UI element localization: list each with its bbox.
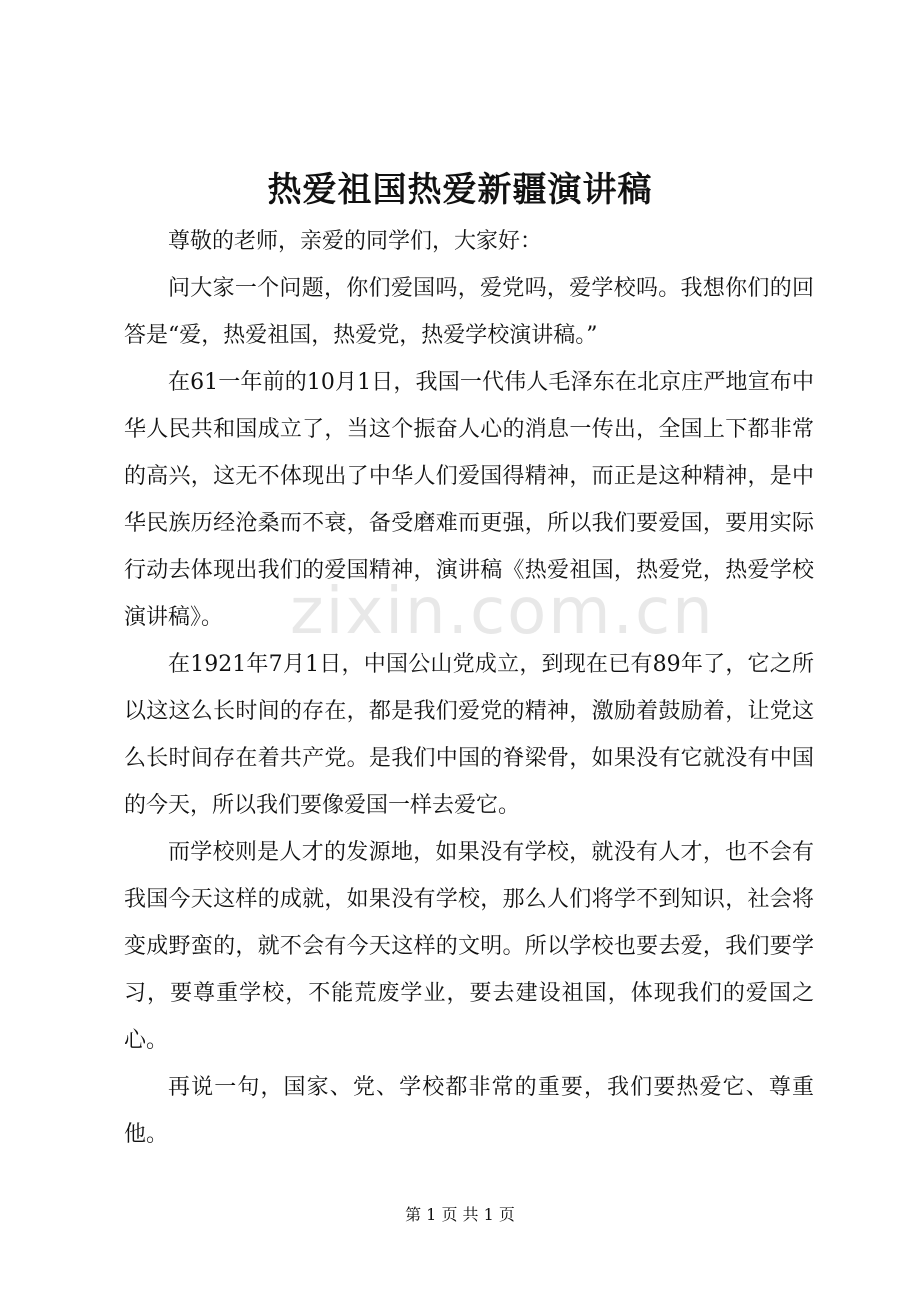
paragraph-greeting: 尊敬的老师，亲爱的同学们，大家好： bbox=[168, 229, 543, 254]
document-title: 热爱祖国热爱新疆演讲稿 bbox=[267, 170, 653, 210]
watermark: zixin.com.cn bbox=[290, 575, 715, 649]
paragraph-country: 在61一年前的10月1日，我国一代伟人毛泽东在北京庄严地宣布中华人民共和国成立了，当这个振奋人心的消息一传出，全国上下都非常的高兴，这无不体现出了中华人们爱国得精神，而正是这种精神，是中华民族历经沧桑而不衰，备受磨难而更强，所以我们要爱国，要用实际行动去体现出我们的爱国精神，演讲稿《热爱祖国，热爱党，热爱学校演讲稿》。 bbox=[124, 370, 814, 630]
paragraph-school: 而学校则是人才的发源地，如果没有学校，就没有人才，也不会有我国今天这样的成就，如果没有学校，那么人们将学不到知识，社会将变成野蛮的，就不会有今天这样的文明。所以学校也要去爱，我们要学习，要尊重学校，不能荒废学业，要去建设祖国，体现我们的爱国之心。 bbox=[124, 840, 814, 1053]
paragraph-question: 问大家一个问题，你们爱国吗，爱党吗，爱学校吗。我想你们的回答是“爱，热爱祖国，热爱党，热爱学校演讲稿。” bbox=[124, 276, 814, 348]
paragraph-party: 在1921年7月1日，中国公山党成立，到现在已有89年了，它之所以这这么长时间的存在，都是我们爱党的精神，激励着鼓励着，让党这么长时间存在着共产党。是我们中国的脊梁骨，如果没有它就没有中国的今天，所以我们要像爱国一样去爱它。 bbox=[124, 652, 814, 818]
page-number-footer: 第 1 页 共 1 页 bbox=[405, 1205, 515, 1224]
document-body bbox=[124, 218, 814, 1158]
paragraph-closing: 再说一句，国家、党、学校都非常的重要，我们要热爱它、尊重他。 bbox=[124, 1075, 814, 1147]
